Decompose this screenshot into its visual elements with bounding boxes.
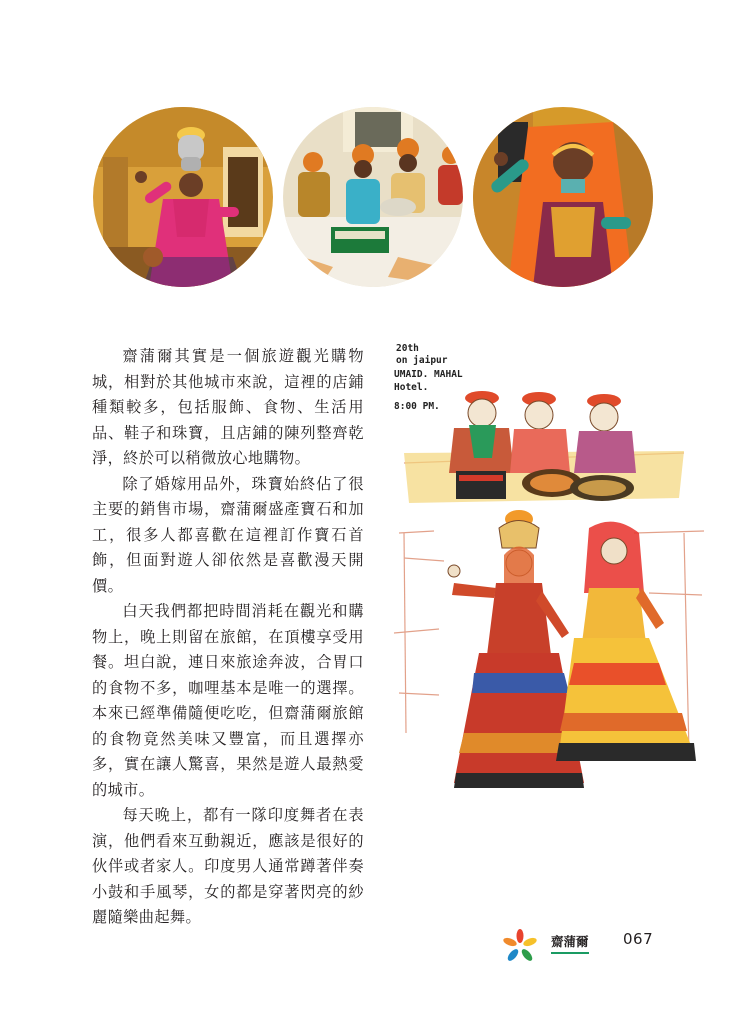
flower-logo-icon xyxy=(503,929,537,963)
paragraph-jewelry: 除了婚嫁用品外，珠寶始終佔了很主要的銷售市場，齋蒲爾盛產寶石和加工，很多人都喜歡在這裡訂作寶石首飾，但面對遊人卻依然是喜歡漫天開價。 xyxy=(92,474,364,595)
paragraph-dining: 白天我們都把時間消耗在觀光和購物上，晚上則留在旅館，在頂樓享受用餐。坦白說，連日來旅途奔波，合胃口的食物不多，咖哩基本是唯一的選擇。本來已經準備隨便吃吃，但齋蒲爾旅館的食物竟然美味又豐富，而且選擇亦多，實在讓人驚喜，果然是遊人最熱愛的城市。 xyxy=(92,602,364,799)
sketch-note-date: 20th xyxy=(396,343,419,354)
paragraph-shopping: 齋蒲爾其實是一個旅遊觀光購物城，相對於其他城市來說，這裡的店鋪種類較多，包括服飾、食物、生活用品、鞋子和珠寶，且店鋪的陳列整齊乾淨，終於可以稍微放心地購物。 xyxy=(92,347,364,467)
photo-musicians xyxy=(283,107,463,287)
sketch-note-city: on jaipur xyxy=(396,355,448,366)
sketch-note-venue: UMAID. MAHAL xyxy=(394,369,463,380)
body-text xyxy=(92,344,364,931)
photo-dancer-orange-veil xyxy=(473,107,653,287)
sketch-note-hotel: Hotel. xyxy=(394,382,429,393)
sketch-note-time: 8:00 PM. xyxy=(394,401,440,412)
section-title: 齋蒲爾 xyxy=(551,932,589,954)
page-number: 067 xyxy=(623,930,654,948)
sketch-illustration xyxy=(384,333,706,805)
paragraph-dancers: 每天晚上，都有一隊印度舞者在表演，他們看來互動親近，應該是很好的伙伴或者家人。印度男人通常蹲著伴奏小鼓和手風琴，女的都是穿著閃亮的紗麗隨樂曲起舞。 xyxy=(92,806,364,926)
photo-dancer-with-pots xyxy=(93,107,273,287)
